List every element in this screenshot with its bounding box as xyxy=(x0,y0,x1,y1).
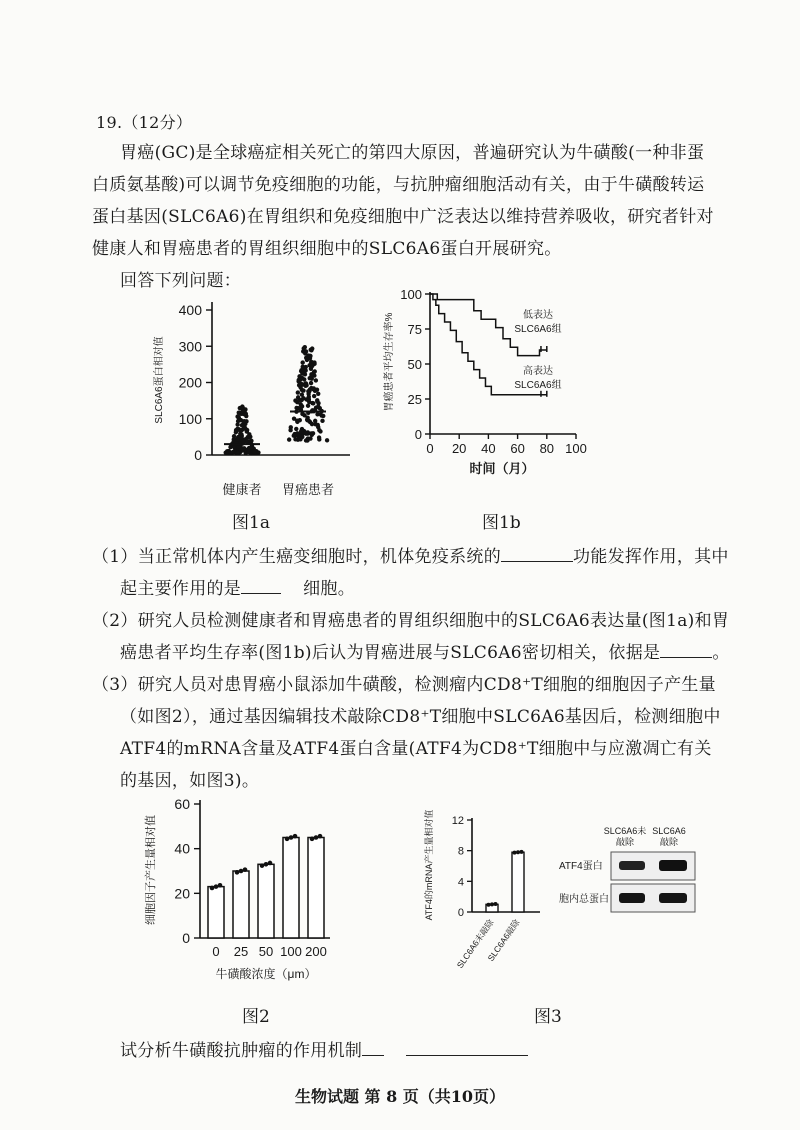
fig1a-point xyxy=(314,378,318,382)
fig2-bar xyxy=(208,887,224,938)
fig3-ylabel: ATF4的mRNA产生量相对值 xyxy=(424,810,434,921)
fig2-xlabel: 牛磺酸浓度（μm） xyxy=(215,967,317,981)
fig3-point xyxy=(494,902,498,906)
fig2-xtick-label: 50 xyxy=(258,944,274,959)
fig1a-point xyxy=(287,437,291,441)
fig3-ytick-label: 4 xyxy=(457,876,464,889)
q2-line-2 xyxy=(120,638,730,663)
fig1a-point xyxy=(242,446,246,450)
question-number: 19.（12分） xyxy=(96,113,193,132)
fig1a-point xyxy=(305,418,309,422)
fig1a-point xyxy=(237,410,241,414)
fig1a-point xyxy=(230,450,234,454)
fig1b-high-label-1: 高表达 xyxy=(523,366,553,377)
blot-band-total-1 xyxy=(619,893,645,903)
q1-line-2 xyxy=(120,574,355,599)
fig1a-point xyxy=(235,427,239,431)
fig1b-xtick-label: 100 xyxy=(565,441,587,456)
fig2-ytick-label: 0 xyxy=(182,930,190,946)
fig1a-cat-patient: 胃癌患者 xyxy=(281,482,335,497)
fig1a-point xyxy=(300,360,304,364)
fig3-point xyxy=(490,902,494,906)
fig1a-point xyxy=(296,390,300,394)
fig1a-point xyxy=(292,434,296,438)
answer-prompt: 回答下列问题： xyxy=(120,271,242,291)
blot-header-2a: SLC6A6 xyxy=(652,826,686,836)
fig1b-ytick-label: 50 xyxy=(407,357,422,372)
fig2-caption: 图2 xyxy=(242,1007,270,1027)
fig1a-point xyxy=(288,428,292,432)
q3-line-1: （3）研究人员对患胃癌小鼠添加牛磺酸，检测瘤内CD8⁺T细胞的细胞因子产生量 xyxy=(92,675,716,695)
fig2-point xyxy=(239,869,244,874)
q2-text-a: 癌患者平均生存率(图1b)后认为胃癌进展与SLC6A6密切相关，依据是 xyxy=(120,643,661,663)
fig1b-ytick-label: 0 xyxy=(414,427,422,442)
fig1a-point xyxy=(232,445,236,449)
fig2-point xyxy=(210,886,215,891)
fig1a-point xyxy=(241,405,245,409)
fig1b-xtick-label: 80 xyxy=(539,441,555,456)
fig1a-point xyxy=(240,423,244,427)
fig1a-point xyxy=(247,432,251,436)
fig1a-point xyxy=(325,438,329,442)
analysis-text: 试分析牛磺酸抗肿瘤的作用机制 xyxy=(120,1041,363,1061)
figure-2 xyxy=(140,790,340,990)
fig1b-ytick-label: 25 xyxy=(407,392,422,407)
blot-header-1b: 敲除 xyxy=(615,837,635,847)
fig2-xtick-label: 25 xyxy=(233,944,249,959)
fig2-xtick-label: 100 xyxy=(280,944,302,959)
fig3-point xyxy=(516,850,520,854)
fig1a-point xyxy=(320,419,324,423)
q1-blank-2[interactable] xyxy=(241,579,281,594)
fig2-ylabel: 细胞因子产生量相对值 xyxy=(145,815,157,925)
fig2-point xyxy=(310,837,315,842)
fig2-point xyxy=(289,835,294,840)
fig1a-point xyxy=(313,419,317,423)
fig1a-point xyxy=(295,431,299,435)
fig2-bar xyxy=(283,838,299,939)
fig1a-point xyxy=(300,398,304,402)
fig3-cat-knocked: SLC6A6敲除 xyxy=(485,917,522,964)
fig1b-ytick-label: 100 xyxy=(400,287,422,302)
fig1b-xlabel: 时间（月） xyxy=(469,461,535,476)
fig1a-caption: 图1a xyxy=(232,513,270,533)
blot-header-2b: 敲除 xyxy=(659,837,679,847)
fig3-point xyxy=(520,850,524,854)
fig1b-caption: 图1b xyxy=(482,513,521,533)
fig2-point xyxy=(243,867,248,872)
fig1a-point xyxy=(306,404,310,408)
fig1b-low-label-1: 低表达 xyxy=(523,310,553,321)
fig1a-ytick-label: 100 xyxy=(178,410,202,427)
fig1a-point xyxy=(236,435,240,439)
fig2-ytick-label: 60 xyxy=(174,796,190,812)
fig2-point xyxy=(235,870,240,875)
fig1a-point xyxy=(311,387,315,391)
page-footer: 生物试题 第 8 页（共10页） xyxy=(294,1087,506,1106)
fig3-point xyxy=(513,851,517,855)
fig1b-high-label-2: SLC6A6组 xyxy=(514,380,562,391)
fig2-xtick-label: 0 xyxy=(212,944,220,959)
fig2-ytick-label: 40 xyxy=(174,840,190,857)
fig1a-point xyxy=(307,397,311,401)
fig1a-point xyxy=(316,423,320,427)
q1-text-a: （1）当正常机体内产生癌变细胞时，机体免疫系统的 xyxy=(92,547,502,567)
fig1a-point xyxy=(310,364,314,368)
fig1a-point xyxy=(299,381,303,385)
blot-band-atf4-2 xyxy=(659,860,687,871)
fig1a-point xyxy=(300,392,304,396)
analysis-blank-2[interactable] xyxy=(406,1041,528,1056)
analysis-blank-1[interactable] xyxy=(362,1041,384,1056)
fig2-bar xyxy=(308,838,324,939)
fig1a-point xyxy=(294,427,298,431)
fig1b-xtick-label: 0 xyxy=(426,441,434,456)
fig1a-point xyxy=(318,412,322,416)
intro-line-1: 胃癌(GC)是全球癌症相关死亡的第四大原因，普遍研究认为牛磺酸(一种非蛋 xyxy=(120,143,705,163)
fig2-point xyxy=(314,835,319,840)
q1-text-d: 细胞。 xyxy=(303,579,356,599)
intro-line-4: 健康人和胃癌患者的胃组织细胞中的SLC6A6蛋白开展研究。 xyxy=(92,239,562,259)
q1-blank-1[interactable] xyxy=(501,547,573,562)
fig1a-point xyxy=(249,439,253,443)
fig1a-point xyxy=(253,450,257,454)
fig1a-point xyxy=(308,376,312,380)
fig2-point xyxy=(264,862,269,867)
fig1a-ytick-label: 400 xyxy=(178,302,202,318)
fig2-point xyxy=(268,861,273,866)
fig1a-point xyxy=(308,354,312,358)
fig1a-point xyxy=(310,346,314,350)
q3-line-2: （如图2），通过基因编辑技术敲除CD8⁺T细胞中SLC6A6基因后，检测细胞中 xyxy=(120,707,721,727)
fig1a-point xyxy=(299,429,303,433)
fig2-bar xyxy=(233,871,249,938)
fig3-bar xyxy=(512,852,524,912)
fig1a-point xyxy=(309,381,313,385)
fig1a-point xyxy=(303,368,307,372)
fig1a-ytick-label: 200 xyxy=(178,374,202,391)
fig1a-point xyxy=(235,414,239,418)
fig3-ytick-label: 0 xyxy=(457,907,464,919)
figure-1a xyxy=(150,290,350,510)
fig1a-point xyxy=(301,365,305,369)
q1-text-c: 起主要作用的是 xyxy=(120,579,242,599)
blot-header-1a: SLC6A6未 xyxy=(603,826,647,836)
fig2-point xyxy=(214,884,219,889)
blot-row-total: 胞内总蛋白 xyxy=(559,894,609,905)
fig2-point xyxy=(318,834,323,839)
fig3-cat-unknocked: SLC6A6未敲除 xyxy=(454,917,496,970)
fig3-point xyxy=(487,903,491,907)
fig1a-point xyxy=(317,428,321,432)
fig1b-xtick-label: 20 xyxy=(451,441,467,456)
fig1a-ylabel: SLC6A6蛋白相对值 xyxy=(154,336,165,424)
fig3-caption: 图3 xyxy=(534,1007,562,1027)
intro-line-3: 蛋白基因(SLC6A6)在胃组织和免疫细胞中广泛表达以维持营养吸收，研究者针对 xyxy=(92,207,714,227)
blot-band-total-2 xyxy=(659,893,687,903)
fig1b-low-label-2: SLC6A6组 xyxy=(514,324,562,335)
fig1a-point xyxy=(293,398,297,402)
q2-line-1: （2）研究人员检测健康者和胃癌患者的胃组织细胞中的SLC6A6表达量(图1a)和胃 xyxy=(92,611,730,631)
fig1b-ylabel: 胃癌患者平均生存率% xyxy=(384,312,395,412)
fig1a-point xyxy=(316,392,320,396)
fig1a-point xyxy=(236,451,240,455)
fig1a-point xyxy=(306,389,310,393)
fig1a-ytick-label: 0 xyxy=(194,447,202,463)
q2-blank[interactable] xyxy=(660,643,712,658)
fig1a-point xyxy=(300,371,304,375)
analysis-line xyxy=(120,1036,528,1061)
q1-text-b: 功能发挥作用，其中 xyxy=(573,547,729,567)
fig1b-xtick-label: 60 xyxy=(510,441,525,456)
fig1b-xtick-label: 40 xyxy=(481,441,496,456)
fig2-ytick-label: 20 xyxy=(174,885,190,902)
fig1a-point xyxy=(302,346,306,350)
q3-line-4: 的基因，如图3)。 xyxy=(120,771,260,791)
fig1a-point xyxy=(301,388,305,392)
fig1a-point xyxy=(308,436,312,440)
fig1a-point xyxy=(311,431,315,435)
fig1a-point xyxy=(310,422,314,426)
fig2-point xyxy=(285,837,290,842)
fig1a-cat-healthy: 健康者 xyxy=(222,482,262,497)
figure-3-blot xyxy=(555,822,705,922)
fig1a-point xyxy=(246,450,250,454)
fig1a-point xyxy=(292,416,296,420)
fig1a-point xyxy=(311,401,315,405)
fig2-point xyxy=(260,863,265,868)
blot-row-atf4: ATF4蛋白 xyxy=(559,861,603,872)
q2-text-b: 。 xyxy=(712,643,730,663)
fig3-ytick-label: 8 xyxy=(457,845,464,858)
fig1a-point xyxy=(242,419,246,423)
blot-band-atf4-1 xyxy=(619,861,645,870)
q1-line-1 xyxy=(92,542,729,567)
fig1a-point xyxy=(297,378,301,382)
intro-line-2: 白质氨基酸)可以调节免疫细胞的功能，与抗肿瘤细胞活动有关，由于牛磺酸转运 xyxy=(92,175,705,195)
fig1a-point xyxy=(316,401,320,405)
figure-3-chart xyxy=(420,810,560,980)
figure-1b xyxy=(380,280,590,480)
fig1a-point xyxy=(312,394,316,398)
fig1a-point xyxy=(241,439,245,443)
fig2-xtick-label: 200 xyxy=(305,944,327,959)
fig2-point xyxy=(218,883,223,888)
q3-line-3: ATF4的mRNA含量及ATF4蛋白含量(ATF4为CD8⁺T细胞中与应激凋亡有关 xyxy=(120,739,712,759)
fig1a-ytick-label: 300 xyxy=(178,338,202,355)
fig2-bar xyxy=(258,864,274,938)
fig1a-point xyxy=(304,381,308,385)
fig1a-point xyxy=(317,435,321,439)
fig1a-point xyxy=(309,372,313,376)
fig2-point xyxy=(293,834,298,839)
fig1b-ytick-label: 75 xyxy=(407,322,422,337)
fig3-ytick-label: 12 xyxy=(451,815,464,827)
